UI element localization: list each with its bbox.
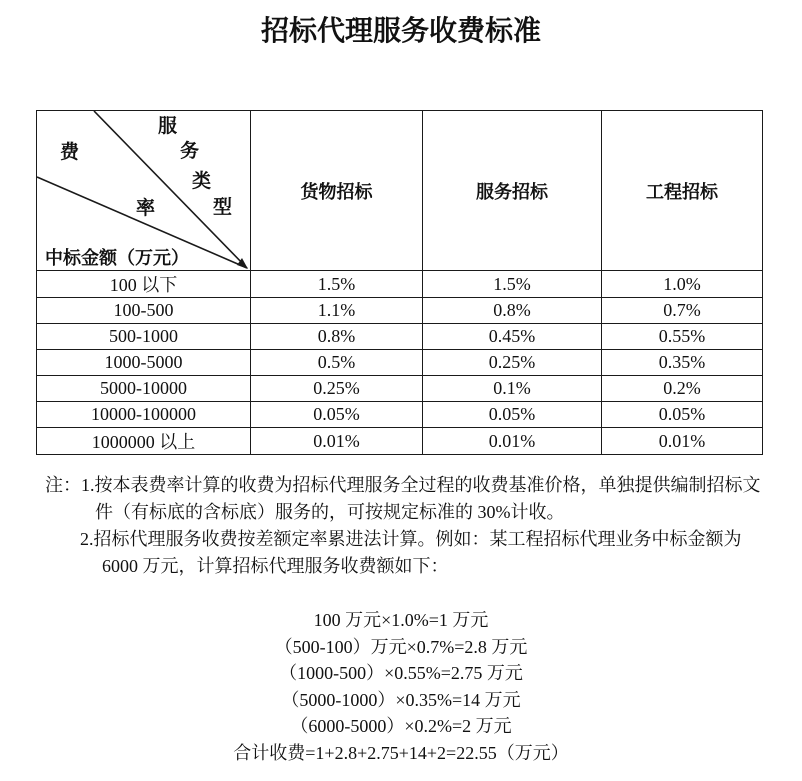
amount-range-cell: 1000000 以上 xyxy=(37,428,251,455)
amount-range-cell: 100-500 xyxy=(37,298,251,324)
amount-range-cell: 500-1000 xyxy=(37,324,251,350)
rate-cell: 0.01% xyxy=(251,428,423,455)
table-row xyxy=(37,271,763,298)
table-row xyxy=(37,324,763,350)
corner-char-service: 服 xyxy=(158,116,178,137)
rate-cell: 0.01% xyxy=(423,428,602,455)
amount-range-cell: 100 以下 xyxy=(37,271,251,298)
corner-char-rate: 费 xyxy=(60,142,80,163)
table-row xyxy=(37,428,763,455)
calculation-total-line: 合计收费=1+2.8+2.75+14+2=22.55（万元） xyxy=(233,742,569,763)
rate-cell: 0.8% xyxy=(251,324,423,350)
note-line: 2.招标代理服务收费按差额定率累进法计算。例如：某工程招标代理业务中标金额为 xyxy=(80,529,742,549)
table-row xyxy=(37,350,763,376)
table-row xyxy=(37,402,763,428)
note-line: 件（有标底的含标底）服务的，可按规定标准的 30%计收。 xyxy=(95,502,565,522)
rate-cell: 0.5% xyxy=(251,350,423,376)
table-row xyxy=(37,298,763,324)
column-header-engineering: 工程招标 xyxy=(602,111,763,271)
table-header-row xyxy=(37,111,763,271)
note-line: 6000 万元，计算招标代理服务收费额如下： xyxy=(102,556,449,576)
corner-char-rate: 率 xyxy=(136,198,156,219)
rate-cell: 0.35% xyxy=(602,350,763,376)
corner-header-cell xyxy=(37,111,251,271)
rate-cell: 1.5% xyxy=(251,271,423,298)
corner-char-service: 务 xyxy=(180,141,200,162)
table-row xyxy=(37,376,763,402)
amount-range-cell: 5000-10000 xyxy=(37,376,251,402)
calculation-line: （6000-5000）×0.2%=2 万元 xyxy=(290,716,512,736)
rate-cell: 1.0% xyxy=(602,271,763,298)
rate-cell: 0.25% xyxy=(423,350,602,376)
rate-cell: 0.8% xyxy=(423,298,602,324)
rate-cell: 0.05% xyxy=(602,402,763,428)
fee-table xyxy=(36,110,763,455)
calculation-line: （500-100）万元×0.7%=2.8 万元 xyxy=(274,636,528,657)
amount-range-cell: 1000-5000 xyxy=(37,350,251,376)
rate-cell: 0.25% xyxy=(251,376,423,402)
rate-cell: 0.1% xyxy=(423,376,602,402)
diagonal-divider-lines xyxy=(37,111,251,271)
rate-cell: 0.55% xyxy=(602,324,763,350)
page-title: 招标代理服务收费标准 xyxy=(260,16,541,47)
rate-cell: 0.45% xyxy=(423,324,602,350)
rate-cell: 1.5% xyxy=(423,271,602,298)
rate-cell: 0.2% xyxy=(602,376,763,402)
calculation-block xyxy=(0,607,802,766)
rate-cell: 0.05% xyxy=(423,402,602,428)
rate-cell: 1.1% xyxy=(251,298,423,324)
amount-range-cell: 10000-100000 xyxy=(37,402,251,428)
column-header-goods: 货物招标 xyxy=(251,111,423,271)
corner-char-service: 类 xyxy=(192,171,212,192)
calculation-line: （1000-500）×0.55%=2.75 万元 xyxy=(279,663,523,683)
corner-char-service: 型 xyxy=(213,197,233,218)
calculation-line: 100 万元×1.0%=1 万元 xyxy=(313,610,489,630)
rate-cell: 0.01% xyxy=(602,428,763,455)
rate-cell: 0.05% xyxy=(251,402,423,428)
column-header-service: 服务招标 xyxy=(423,111,602,271)
note-line: 注：1.按本表费率计算的收费为招标代理服务全过程的收费基准价格，单独提供编制招标文 xyxy=(45,475,761,495)
calculation-line: （5000-1000）×0.35%=14 万元 xyxy=(281,689,521,710)
rate-cell: 0.7% xyxy=(602,298,763,324)
amount-axis-label: 中标金额（万元） xyxy=(45,248,189,268)
